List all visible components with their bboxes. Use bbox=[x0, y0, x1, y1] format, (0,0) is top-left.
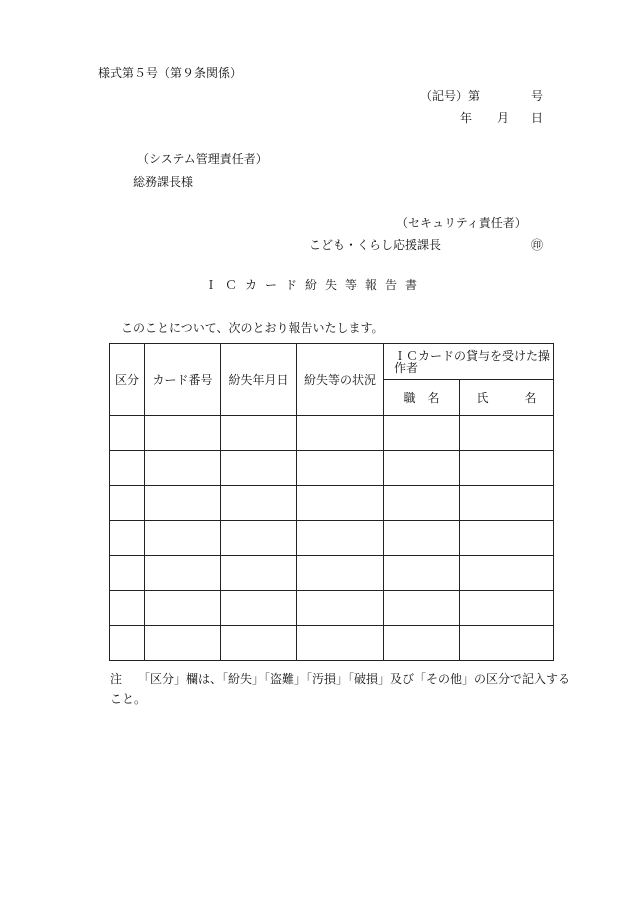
cell-category[interactable] bbox=[110, 451, 145, 486]
cell-name[interactable] bbox=[460, 556, 554, 591]
cell-lost-date[interactable] bbox=[221, 591, 297, 626]
reference-suffix: 号 bbox=[531, 89, 544, 103]
cell-position[interactable] bbox=[384, 451, 460, 486]
cell-lost-date[interactable] bbox=[221, 416, 297, 451]
cell-position[interactable] bbox=[384, 416, 460, 451]
cell-card-number[interactable] bbox=[145, 486, 221, 521]
cell-position[interactable] bbox=[384, 486, 460, 521]
addressee-name: 総務課長様 bbox=[133, 175, 194, 189]
addressee-role: （システム管理責任者） bbox=[137, 152, 268, 166]
cell-situation[interactable] bbox=[297, 556, 384, 591]
header-situation: 紛失等の状況 bbox=[297, 344, 384, 416]
table-row bbox=[110, 486, 554, 521]
report-table bbox=[109, 343, 554, 661]
cell-position[interactable] bbox=[384, 591, 460, 626]
cell-card-number[interactable] bbox=[145, 521, 221, 556]
footnote-label: 注 bbox=[110, 672, 123, 686]
header-name: 氏 名 bbox=[460, 380, 554, 416]
cell-situation[interactable] bbox=[297, 626, 384, 661]
cell-category[interactable] bbox=[110, 486, 145, 521]
reference-number-line bbox=[420, 87, 544, 104]
form-number: 様式第５号（第９条関係） bbox=[98, 66, 243, 80]
cell-lost-date[interactable] bbox=[221, 486, 297, 521]
cell-name[interactable] bbox=[460, 521, 554, 556]
cell-name[interactable] bbox=[460, 626, 554, 661]
cell-category[interactable] bbox=[110, 556, 145, 591]
header-category: 区分 bbox=[110, 344, 145, 416]
cell-name[interactable] bbox=[460, 591, 554, 626]
seal-mark: ㊞ bbox=[531, 238, 544, 252]
cell-position[interactable] bbox=[384, 626, 460, 661]
header-position: 職 名 bbox=[384, 380, 460, 416]
header-row bbox=[110, 344, 554, 380]
cell-situation[interactable] bbox=[297, 486, 384, 521]
cell-situation[interactable] bbox=[297, 451, 384, 486]
date-month: 月 bbox=[497, 111, 510, 125]
header-card-number: カード番号 bbox=[145, 344, 221, 416]
table-row bbox=[110, 521, 554, 556]
table-row bbox=[110, 626, 554, 661]
cell-name[interactable] bbox=[460, 416, 554, 451]
sender-name: こども・くらし応援課長 bbox=[309, 238, 442, 252]
cell-card-number[interactable] bbox=[145, 416, 221, 451]
header-operator-group: ＩＣカードの貸与を受けた操作者 bbox=[384, 344, 554, 380]
table-row bbox=[110, 591, 554, 626]
cell-lost-date[interactable] bbox=[221, 626, 297, 661]
header-lost-date: 紛失年月日 bbox=[221, 344, 297, 416]
cell-position[interactable] bbox=[384, 521, 460, 556]
cell-lost-date[interactable] bbox=[221, 556, 297, 591]
cell-name[interactable] bbox=[460, 451, 554, 486]
table-row bbox=[110, 451, 554, 486]
cell-card-number[interactable] bbox=[145, 591, 221, 626]
cell-card-number[interactable] bbox=[145, 451, 221, 486]
cell-situation[interactable] bbox=[297, 416, 384, 451]
cell-situation[interactable] bbox=[297, 521, 384, 556]
cell-situation[interactable] bbox=[297, 591, 384, 626]
cell-category[interactable] bbox=[110, 416, 145, 451]
cell-card-number[interactable] bbox=[145, 626, 221, 661]
footnote-text: 「区分」欄は、「紛失」「盗難」「汚損」「破損」及び「その他」の区分で記入すること。 bbox=[110, 672, 571, 706]
cell-name[interactable] bbox=[460, 486, 554, 521]
cell-lost-date[interactable] bbox=[221, 521, 297, 556]
table-row bbox=[110, 416, 554, 451]
date-day: 日 bbox=[531, 111, 544, 125]
sender-role: （セキュリティ責任者） bbox=[396, 216, 527, 230]
cell-card-number[interactable] bbox=[145, 556, 221, 591]
cell-lost-date[interactable] bbox=[221, 451, 297, 486]
table-row bbox=[110, 556, 554, 591]
cell-position[interactable] bbox=[384, 556, 460, 591]
cell-category[interactable] bbox=[110, 521, 145, 556]
reference-label: （記号）第 bbox=[420, 89, 481, 103]
document-title: ＩＣカード紛失等報告書 bbox=[204, 278, 425, 292]
cell-category[interactable] bbox=[110, 591, 145, 626]
intro-text: このことについて、次のとおり報告いたします。 bbox=[121, 321, 384, 335]
footnote bbox=[110, 669, 570, 709]
date-year: 年 bbox=[460, 111, 473, 125]
cell-category[interactable] bbox=[110, 626, 145, 661]
